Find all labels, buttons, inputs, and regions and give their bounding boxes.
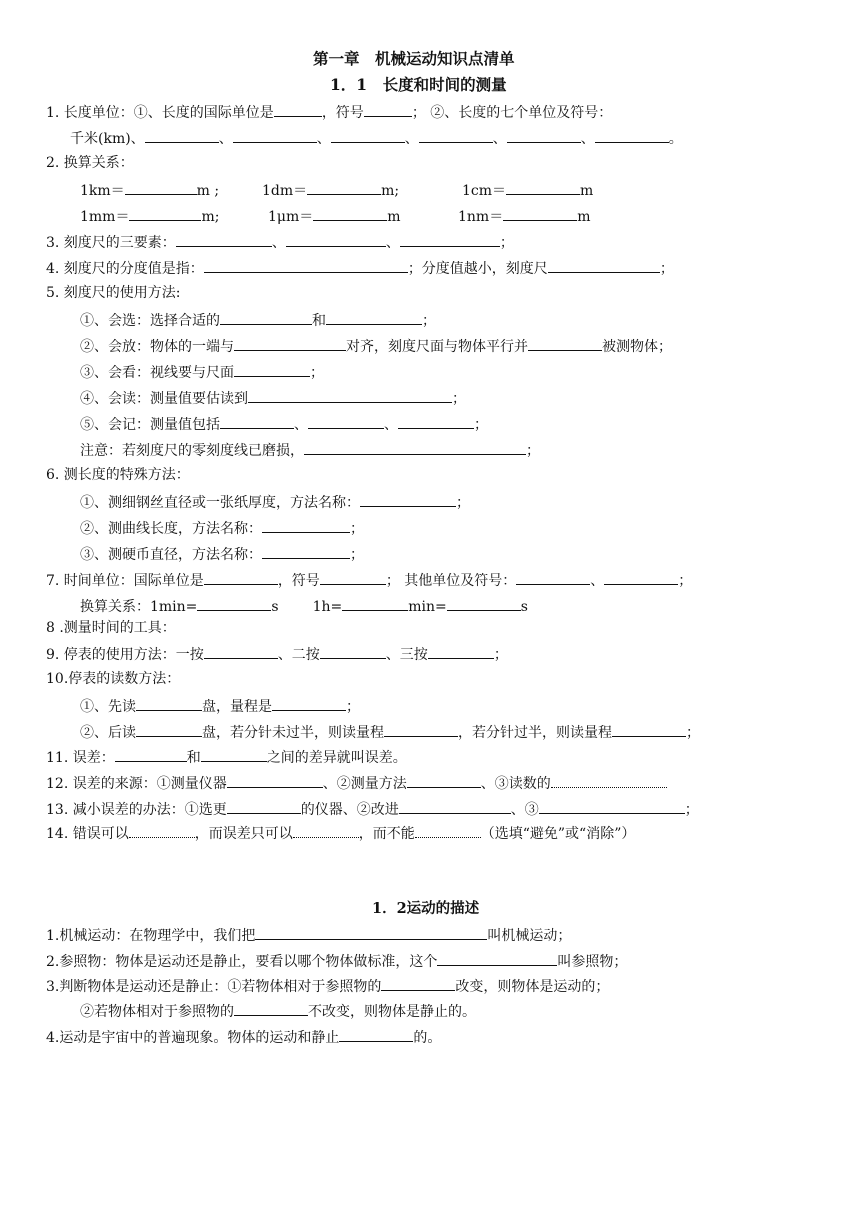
blank-conv-nm[interactable] [503,205,577,221]
blank-press-1[interactable] [204,643,278,659]
end-semi: ； [499,235,514,251]
s2-item-1-text: 1.机械运动：在物理学中，我们把 [46,928,256,944]
conv-nm [458,205,590,227]
blank-reduce-2[interactable] [399,798,511,814]
s2-item-3 [46,975,609,997]
blank-unit-6[interactable] [595,127,669,143]
blank-worn-zero[interactable] [304,439,526,455]
s2-item-2-text-b: 叫参照物； [557,954,628,970]
item-7-text-c: ； 其他单位及符号： [385,573,517,589]
item-5-3-text: ③、会看：视线要与尺面 [80,365,234,381]
item-2-heading: 2. 换算关系： [46,155,134,171]
sep: 、 [590,573,605,589]
and-text: 和 [312,313,326,329]
s2-item-4 [46,1026,441,1048]
blank-method-1[interactable] [360,491,456,507]
item-6-3-text: ③、测硬币直径，方法名称： [80,547,262,563]
item-5-1-text: ①、会选：选择合适的 [80,313,220,329]
conv-label: 1μm＝ [268,209,314,225]
blank-relative[interactable] [339,1026,413,1042]
blank-mech-motion[interactable] [255,924,487,940]
blank-unit-2[interactable] [233,127,317,143]
blank-range-under-half[interactable] [384,721,458,737]
blank-cannot[interactable] [415,822,481,838]
item-13-text: 13. 减小误差的办法：①选更 [46,802,227,818]
item-14-line [46,822,635,844]
s2-item-3-2 [80,1000,476,1022]
item-14-hint: （选填“避免”或“消除”） [480,826,636,842]
sep: 、 [218,131,233,147]
blank-symbol[interactable] [364,101,412,117]
item-5-4 [80,387,466,409]
item-12-text: 12. 误差的来源：①测量仪器 [46,776,227,792]
end-semi: ； [452,391,466,407]
sep: 、 [385,235,400,251]
s2-item-1 [46,924,571,946]
blank-element-2[interactable] [286,231,386,247]
s2-item-3-2-text: ②若物体相对于参照物的 [80,1004,234,1020]
item-9-text-c: 、三按 [385,647,428,663]
sep: 、 [492,131,507,147]
s2-item-3-text-b: 改变，则物体是运动的； [455,979,610,995]
item-5-2 [80,335,672,357]
conv-label: 1dm＝ [262,183,308,199]
end-semi: ； [310,365,324,381]
item-7-line [46,569,692,591]
item-4-text-b: ；分度值越小，刻度尺 [407,261,548,277]
end-semi: ； [493,647,508,663]
item-5-5-text: ⑤、会记：测量值包括 [80,417,220,433]
item-14-text-c: ，而不能 [358,826,415,842]
sep: 、 [316,131,331,147]
s2-item-3-text: 3.判断物体是运动还是静止：①若物体相对于参照物的 [46,979,382,995]
blank-range-over-half[interactable] [612,721,686,737]
item-10-2-text: ②、后读 [80,725,136,741]
conv-unit: m; [201,209,220,225]
end-semi: ； [346,699,360,715]
blank-source-1[interactable] [227,772,323,788]
s2-item-1-text-b: 叫机械运动； [487,928,572,944]
item-9-text-b: 、二按 [277,647,320,663]
conv-min-text: 换算关系：1min= [80,599,198,615]
blank-division-value[interactable] [204,257,408,273]
conv-unit: m; [381,183,400,199]
item-5-2-text: ②、会放：物体的一端与 [80,339,234,355]
item-6-3 [80,543,364,565]
end-semi: ； [684,802,699,818]
conv-unit: m ; [196,183,220,199]
blank-h-s[interactable] [447,595,521,611]
blank-element-1[interactable] [176,231,272,247]
blank-unit-5[interactable] [507,127,581,143]
blank-method-2[interactable] [262,517,350,533]
sep: 、 [271,235,286,251]
item-5-4-text: ④、会读：测量值要估读到 [80,391,248,407]
item-3-text: 3. 刻度尺的三要素： [46,235,176,251]
unit-min: min= [408,599,447,615]
blank-conv-um[interactable] [313,205,387,221]
end-semi: ； [350,547,364,563]
blank-time-unit[interactable] [204,569,278,585]
blank-record-2[interactable] [308,413,384,429]
blank-close-to[interactable] [528,335,602,351]
blank-error-1[interactable] [115,746,187,762]
conv-km [80,179,219,201]
s2-item-2-text: 2.参照物：物体是运动还是静止，要看以哪个物体做标准，这个 [46,954,438,970]
item-1-text: 1. 长度单位：①、长度的国际单位是 [46,105,274,121]
item-5-5 [80,413,488,435]
conv-label: 1mm＝ [80,209,130,225]
blank-si-unit[interactable] [274,101,322,117]
blank-select-2[interactable] [326,309,422,325]
blank-time-symbol[interactable] [320,569,386,585]
conv-um [268,205,401,227]
units-km: 千米(km)、 [70,131,145,147]
blank-dial-2[interactable] [136,721,202,737]
blank-press-2[interactable] [320,643,386,659]
blank-record-1[interactable] [220,413,294,429]
item-1-units-line [70,127,683,149]
item-9-text: 9. 停表的使用方法：一按 [46,647,204,663]
item-6-1-text: ①、测细钢丝直径或一张纸厚度，方法名称： [80,495,360,511]
blank-range[interactable] [272,695,346,711]
s2-item-4-text: 4.运动是宇宙中的普遍现象。物体的运动和静止 [46,1030,340,1046]
blank-reduce-3[interactable] [539,798,685,814]
sep: 、 [294,417,308,433]
blank-h-min[interactable] [342,595,408,611]
blank-precision[interactable] [548,257,660,273]
item-6-2 [80,517,364,539]
item-4-text: 4. 刻度尺的分度值是指： [46,261,204,277]
item-5-2-text-b: 对齐，刻度尺面与物体平行并 [346,339,528,355]
unit-s-2: s [520,599,528,615]
item-6-heading: 6. 测长度的特殊方法： [46,467,190,483]
conv-unit: m [580,183,594,199]
item-5-2-text-c: 被测物体； [602,339,672,355]
end-semi: ； [350,521,364,537]
conv-unit: m [577,209,591,225]
item-11-line [46,746,407,768]
item-12-line [46,772,667,794]
page-title: 第一章 机械运动知识点清单 [313,49,515,68]
end-semi: ； [686,725,700,741]
blank-estimate[interactable] [248,387,452,403]
item-8-line: 8 .测量时间的工具： [46,620,176,636]
item-7-text-b: ，符号 [277,573,320,589]
blank-error-2[interactable] [201,746,267,762]
blank-source-2[interactable] [407,772,481,788]
conv-cm [462,179,593,201]
item-12-text-c: 、③读数的 [480,776,551,792]
item-10-1-text-b: 盘，量程是 [202,699,272,715]
and-text: 和 [186,750,201,766]
blank-reduce-1[interactable] [227,798,301,814]
blank-method-3[interactable] [262,543,350,559]
s2-item-2 [46,950,627,972]
blank-conv-dm[interactable] [307,179,381,195]
item-5-1 [80,309,436,331]
end-semi: ； [526,443,540,459]
blank-unit-4[interactable] [419,127,493,143]
section-heading: 1．1 长度和时间的测量 [330,75,507,94]
section-2-heading: 1．2运动的描述 [372,900,480,917]
blank-reference[interactable] [437,950,557,966]
item-10-2-text-c: ，若分针过半，则读量程 [458,725,612,741]
end-semi: ； [659,261,674,277]
blank-select-1[interactable] [220,309,312,325]
blank-unit-3[interactable] [331,127,405,143]
blank-sight[interactable] [234,361,310,377]
item-10-heading: 10.停表的读数方法： [46,671,181,687]
conv-label: 1cm＝ [462,183,507,199]
conv-label: 1nm＝ [458,209,504,225]
item-10-2-text-b: 盘，若分针未过半，则读量程 [202,725,384,741]
end-semi: ； [474,417,488,433]
item-10-2 [80,721,700,743]
blank-other-unit-1[interactable] [516,569,590,585]
blank-conv-mm[interactable] [129,205,201,221]
item-5-3 [80,361,324,383]
item-11-text: 11. 误差： [46,750,115,766]
item-1-line [46,101,612,123]
conv-unit: m [387,209,401,225]
blank-dial-1[interactable] [136,695,202,711]
blank-reduce-error[interactable] [293,822,359,838]
item-6-2-text: ②、测曲线长度，方法名称： [80,521,262,537]
conv-mm [80,205,219,227]
item-4-line [46,257,674,279]
end-semi: ； [456,495,470,511]
item-7-conversion [80,595,528,617]
sep: 、 [384,417,398,433]
note-text: 注意：若刻度尺的零刻度线已磨损， [80,443,304,459]
blank-record-3[interactable] [398,413,474,429]
item-9-line [46,643,508,665]
blank-source-3[interactable] [551,772,667,788]
end-semi: ； [678,573,693,589]
item-5-note [80,439,540,461]
blank-position-same[interactable] [234,1000,308,1016]
conv-h-text: 1h= [312,599,343,615]
item-12-text-b: 、②测量方法 [322,776,407,792]
item-10-1-text: ①、先读 [80,699,136,715]
item-13-text-b: 的仪器、②改进 [300,802,399,818]
sep: 、 [404,131,419,147]
item-5-heading: 5. 刻度尺的使用方法: [46,285,181,301]
end-semi: ； [422,313,436,329]
item-6-1 [80,491,470,513]
item-11-text-b: 之间的差异就叫误差。 [266,750,407,766]
item-14-text-b: ，而误差只可以 [194,826,293,842]
item-10-1 [80,695,360,717]
blank-align[interactable] [234,335,346,351]
sep: 、 [580,131,595,147]
blank-conv-cm[interactable] [506,179,580,195]
item-14-text: 14. 错误可以 [46,826,129,842]
blank-element-3[interactable] [400,231,500,247]
s2-item-3-2-text-b: 不改变，则物体是静止的。 [308,1004,476,1020]
blank-conv-km[interactable] [125,179,197,195]
item-7-text: 7. 时间单位：国际单位是 [46,573,204,589]
blank-min-s[interactable] [197,595,271,611]
item-1-text-b: ，符号 [321,105,364,121]
conv-label: 1km＝ [80,183,125,199]
item-13-text-c: 、③ [510,802,539,818]
s2-item-4-text-b: 的。 [413,1030,442,1046]
conv-dm [262,179,399,201]
item-3-line [46,231,514,253]
item-13-line [46,798,699,820]
unit-s: s [271,599,279,615]
end-period: 。 [668,131,683,147]
item-1-text-c: ； ②、长度的七个单位及符号： [411,105,613,121]
blank-unit-1[interactable] [145,127,219,143]
blank-position-change[interactable] [381,975,455,991]
blank-other-unit-2[interactable] [604,569,678,585]
blank-mistake[interactable] [129,822,195,838]
blank-press-3[interactable] [428,643,494,659]
